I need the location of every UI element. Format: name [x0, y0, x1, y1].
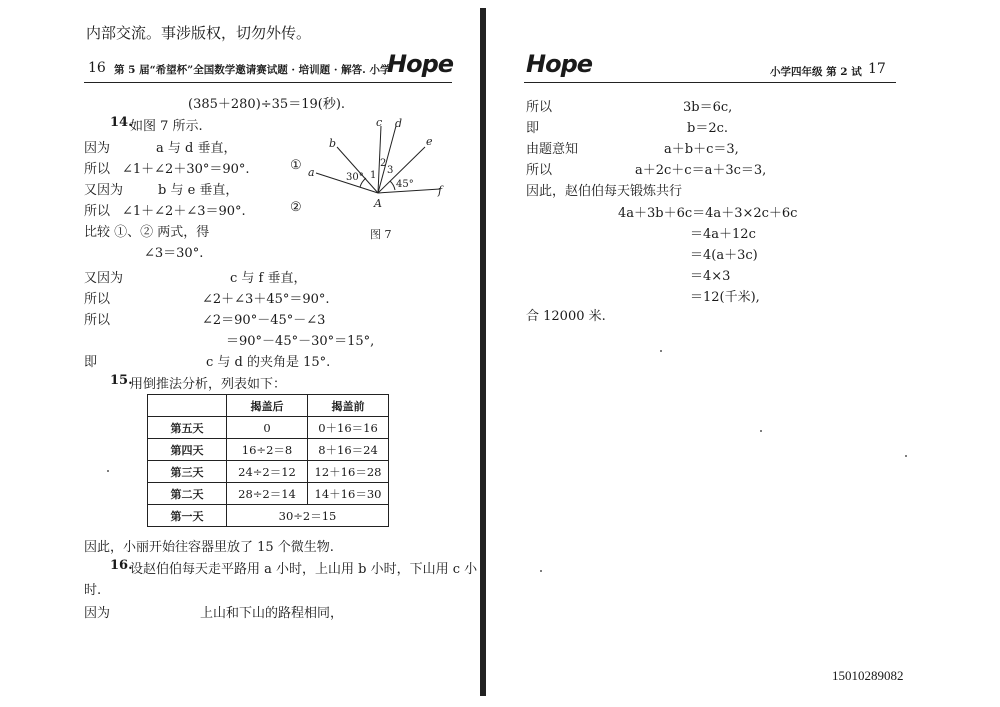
right-header-rule — [524, 82, 896, 83]
figure-caption: 图 7 — [370, 228, 392, 241]
label-e: e — [426, 135, 433, 148]
left-header-rule — [84, 82, 452, 83]
label-c: c — [376, 116, 383, 129]
left-page-number: 16 — [88, 60, 106, 76]
label-a: a — [308, 166, 315, 179]
table-cell: 第一天 — [148, 505, 227, 527]
text: 即 — [84, 355, 98, 370]
hope-logo-left: Hope — [387, 50, 454, 78]
scan-speck — [905, 455, 907, 457]
equation: a＋b＋c＝3, — [664, 142, 739, 157]
top-note: 内部交流。事涉版权，切勿外传。 — [86, 24, 312, 42]
scan-speck — [540, 570, 542, 572]
hope-logo-right: Hope — [526, 50, 593, 78]
phone-number: 15010289082 — [832, 668, 904, 683]
equation: ＝4(a＋3c) — [690, 248, 758, 263]
right-header-title: 小学四年级 第 2 试 — [770, 66, 862, 78]
right-page-number: 17 — [868, 61, 886, 77]
q15-text: 用倒推法分析，列表如下： — [130, 377, 287, 392]
text: c 与 f 垂直， — [230, 271, 307, 286]
text: 又因为 — [84, 271, 124, 286]
label-angle-45: 45° — [396, 179, 414, 190]
reverse-analysis-table — [147, 394, 389, 527]
q16-text-cont: 时. — [84, 583, 102, 598]
equation: ＝12(千米), — [690, 290, 760, 305]
equation: ∠3＝30°. — [144, 246, 204, 261]
text: c 与 d 的夹角是 15°. — [206, 355, 331, 370]
table-row — [148, 483, 389, 505]
equation: ＝4a＋12c — [690, 227, 756, 242]
table-row — [148, 439, 389, 461]
angle-arc — [390, 181, 395, 190]
scan-speck — [107, 470, 109, 472]
text: 合 12000 米. — [526, 309, 606, 324]
text: 所以 — [84, 162, 111, 177]
table-row — [148, 417, 389, 439]
equation: ＝90°－45°－30°＝15°, — [226, 334, 375, 349]
table-cell: 0＋16＝16 — [308, 417, 389, 439]
label-angle-1: 1 — [370, 170, 377, 181]
equation: 3b＝6c, — [683, 100, 733, 115]
text: b 与 e 垂直， — [158, 183, 239, 198]
text: 所以 — [84, 313, 111, 328]
label-d: d — [395, 117, 403, 130]
text: 所以 — [526, 163, 553, 178]
table-cell: 28÷2＝14 — [227, 483, 308, 505]
figure-7 — [300, 110, 460, 250]
table-cell: 24÷2＝12 — [227, 461, 308, 483]
line-q13-answer: (385＋280)÷35＝19(秒). — [188, 97, 346, 112]
equation: ∠2＋∠3＋45°＝90°. — [202, 292, 330, 307]
book-spine — [480, 8, 486, 696]
text: 所以 — [84, 204, 111, 219]
table-cell: 16÷2＝8 — [227, 439, 308, 461]
text: 因为 — [84, 141, 111, 156]
text: 又因为 — [84, 183, 124, 198]
equation-mark: ② — [290, 200, 302, 215]
table-cell: 0 — [227, 417, 308, 439]
text: 由题意知 — [526, 142, 579, 157]
table-header-row — [148, 395, 389, 417]
label-A: A — [374, 197, 382, 210]
scan-speck — [660, 350, 662, 352]
text: 所以 — [84, 292, 111, 307]
label-f: f — [438, 184, 443, 197]
table-cell: 第二天 — [148, 483, 227, 505]
equation: b＝2c. — [687, 121, 729, 136]
text: 比较 ①、② 两式，得 — [84, 225, 210, 240]
equation: ∠2＝90°－45°－∠3 — [202, 313, 326, 328]
equation: ∠1＋∠2＋30°＝90°. — [122, 162, 250, 177]
equation: ＝4×3 — [690, 269, 731, 284]
q15-number: 15. — [110, 373, 133, 388]
q14-text: 如图 7 所示. — [130, 119, 203, 134]
table-row — [148, 461, 389, 483]
table-cell: 30÷2＝15 — [227, 505, 389, 527]
text: 即 — [526, 121, 540, 136]
table-cell: 14＋16＝30 — [308, 483, 389, 505]
text: 因为 — [84, 606, 111, 621]
label-angle-2: 2 — [380, 158, 387, 169]
label-b: b — [329, 137, 337, 150]
equation: 4a＋3b＋6c＝4a＋3×2c＋6c — [618, 206, 798, 221]
table-cell: 第五天 — [148, 417, 227, 439]
table-cell: 12＋16＝28 — [308, 461, 389, 483]
text: 上山和下山的路程相同， — [200, 606, 344, 621]
q16-text: 设赵伯伯每天走平路用 a 小时，上山用 b 小时，下山用 c 小 — [130, 562, 478, 577]
text: 所以 — [526, 100, 553, 115]
scan-speck — [760, 430, 762, 432]
table-row — [148, 505, 389, 527]
equation: ∠1＋∠2＋∠3＝90°. — [122, 204, 246, 219]
equation-mark: ① — [290, 158, 302, 173]
left-header-title: 第 5 届“希望杯”全国数学邀请赛试题 · 培训题 · 解答. 小学 — [114, 64, 391, 76]
q14-number: 14. — [110, 115, 133, 130]
table-header: 揭盖后 — [227, 395, 308, 417]
table-cell: 第三天 — [148, 461, 227, 483]
text: 因此，小丽开始往容器里放了 15 个微生物. — [84, 540, 334, 555]
label-angle-3: 3 — [387, 165, 394, 176]
text: 因此，赵伯伯每天锻炼共行 — [526, 184, 683, 199]
label-angle-30: 30° — [346, 172, 364, 183]
table-cell: 第四天 — [148, 439, 227, 461]
table-header: 揭盖前 — [308, 395, 389, 417]
text: a 与 d 垂直， — [156, 141, 237, 156]
table-header — [148, 395, 227, 417]
equation: a＋2c＋c＝a＋3c＝3, — [635, 163, 767, 178]
table-cell: 8＋16＝24 — [308, 439, 389, 461]
q16-number: 16. — [110, 558, 133, 573]
